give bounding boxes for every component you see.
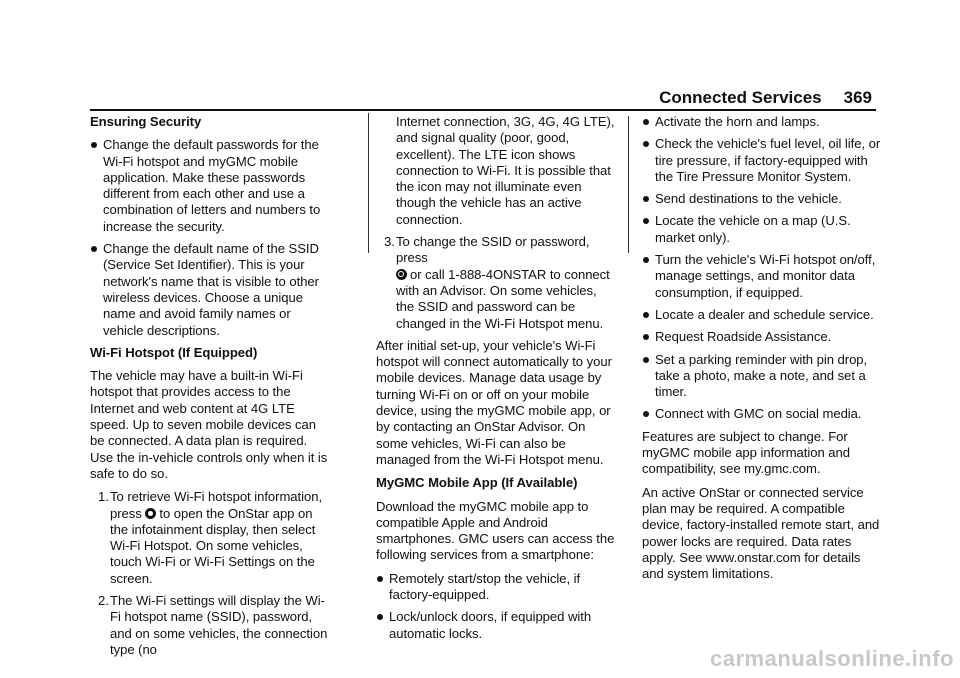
step-text: To retrieve Wi-Fi hotspot information,: [110, 489, 323, 505]
list-item: [642, 406, 884, 422]
bullet-text: Check the vehicle's fuel level, oil life, or tire pressure, if factory-equipped with the Tire Pressure Monitor System.: [655, 136, 881, 184]
column-3: [642, 114, 884, 589]
list-item: [642, 252, 884, 301]
section-title: Connected Services: [659, 88, 822, 107]
bullet-icon: [377, 576, 383, 582]
step-1: [90, 489, 332, 587]
bullet-icon: [643, 257, 649, 263]
bullet-icon: [643, 334, 649, 340]
ensuring-security-heading: Ensuring Security: [90, 114, 202, 129]
list-item: [90, 137, 332, 235]
list-item: [642, 352, 884, 401]
column-divider: [628, 116, 629, 253]
step-2: [90, 593, 332, 658]
wifi-hotspot-paragraph: The vehicle may have a built-in Wi-Fi hotspot that provides access to the Internet and web content at 4G LTE speed. Up to seven mobile devices can be connected. A data plan is required. Use the in-vehicle controls only when it is safe to do so.: [90, 368, 328, 481]
bullet-icon: [91, 246, 97, 252]
list-item: [642, 136, 884, 185]
bullet-text: Set a parking reminder with pin drop, take a photo, make a note, and set a timer.: [655, 351, 868, 400]
bullet-text: Remotely start/stop the vehicle, if factory-equipped.: [389, 570, 581, 603]
list-item: [376, 609, 618, 642]
bullet-text: Send destinations to the vehicle.: [655, 191, 842, 207]
column-divider: [368, 113, 369, 253]
list-item: [642, 307, 884, 323]
step-text: The Wi-Fi settings will display the Wi-Fi hotspot name (SSID), password, and on some vehicles, the connection type (no: [110, 593, 328, 657]
column-2: [376, 114, 618, 648]
bullet-text: Request Roadside Assistance.: [655, 329, 832, 345]
list-item: [376, 571, 618, 604]
step-text: Internet connection, 3G, 4G, 4G LTE), and signal quality (poor, good, excellent). The LTE icon shows connection to Wi-Fi. It is possible that the icon may not illuminate even though the vehicle has an active connection.: [396, 114, 615, 227]
list-item: [90, 241, 332, 339]
bullet-text: Locate a dealer and schedule service.: [655, 306, 874, 322]
bullet-icon: [643, 312, 649, 318]
onstar-app-icon: [145, 508, 156, 519]
list-item: [642, 191, 884, 207]
step-number: 2.: [98, 593, 109, 609]
mygmc-app-heading: MyGMC Mobile App (If Available): [376, 475, 578, 491]
mygmc-app-paragraph: Download the myGMC mobile app to compatible Apple and Android smartphones. GMC users can access the following services from a smartphone:: [376, 498, 615, 563]
bullet-icon: [643, 218, 649, 224]
bullet-icon: [643, 141, 649, 147]
step-number: 1.: [98, 489, 109, 505]
header-rule: [90, 109, 876, 111]
step-text: or call 1-888-4ONSTAR to connect with an Advisor. On some vehicles, the SSID and password can be changed in the Wi-Fi Hotspot menu.: [396, 266, 610, 331]
bullet-text: Turn the vehicle's Wi-Fi hotspot on/off, manage settings, and monitor data consumption, if equipped.: [655, 252, 876, 300]
step-text: To change the SSID or password, press: [396, 234, 590, 266]
column-1: [90, 114, 332, 664]
bullet-text: Change the default passwords for the Wi-Fi hotspot and myGMC mobile application. Make these passwords different from each other and use a combination of letters and numbers to increase the security.: [103, 137, 321, 234]
step-text: to open the OnStar app on the infotainment display, then select Wi-Fi Hotspot. On some vehicles, touch Wi-Fi or Wi-Fi Settings on the screen.: [110, 505, 316, 586]
watermark: carmanualsonline.info: [710, 646, 954, 671]
list-item: [642, 114, 884, 130]
bullet-icon: [643, 119, 649, 125]
bullet-icon: [643, 357, 649, 363]
service-plan-paragraph: An active OnStar or connected service plan may be required. A compatible device, factory-installed remote start, and power locks are required. Data rates apply. See www.onstar.com for details and system limitations.: [642, 484, 880, 582]
wifi-hotspot-heading: Wi-Fi Hotspot (If Equipped): [90, 344, 258, 360]
bullet-icon: [377, 614, 383, 620]
after-setup-paragraph: After initial set-up, your vehicle's Wi-Fi hotspot will connect automatically to your mobile devices. Manage data usage by turning Wi-Fi on or off on your mobile device, using the myGMC mobile app, or by contacting an OnStar Advisor. On some vehicles, Wi-Fi can also be managed from the Wi-Fi Hotspot menu.: [376, 337, 612, 467]
step-text: press: [110, 505, 142, 521]
bullet-icon: [643, 196, 649, 202]
onstar-button-icon: [396, 269, 407, 280]
page-number: 369: [843, 88, 872, 107]
list-item: [642, 213, 884, 246]
bullet-icon: [643, 411, 649, 417]
page-header: [659, 80, 872, 108]
step-3: [376, 234, 618, 332]
bullet-icon: [91, 142, 97, 148]
list-item: [642, 329, 884, 345]
bullet-text: Activate the horn and lamps.: [655, 114, 820, 129]
bullet-text: Lock/unlock doors, if equipped with automatic locks.: [389, 609, 592, 641]
step-number: 3.: [384, 234, 395, 250]
features-paragraph: Features are subject to change. For myGMC mobile app information and compatibility, see my.gmc.com.: [642, 428, 850, 477]
bullet-text: Connect with GMC on social media.: [655, 406, 862, 422]
bullet-text: Change the default name of the SSID (Service Set Identifier). This is your network's name that is visible to other wireless devices. Choose a unique name and avoid family names or vehicle descriptions.: [103, 241, 319, 338]
step-2-continued: [376, 114, 618, 228]
bullet-text: Locate the vehicle on a map (U.S. market only).: [655, 213, 851, 245]
